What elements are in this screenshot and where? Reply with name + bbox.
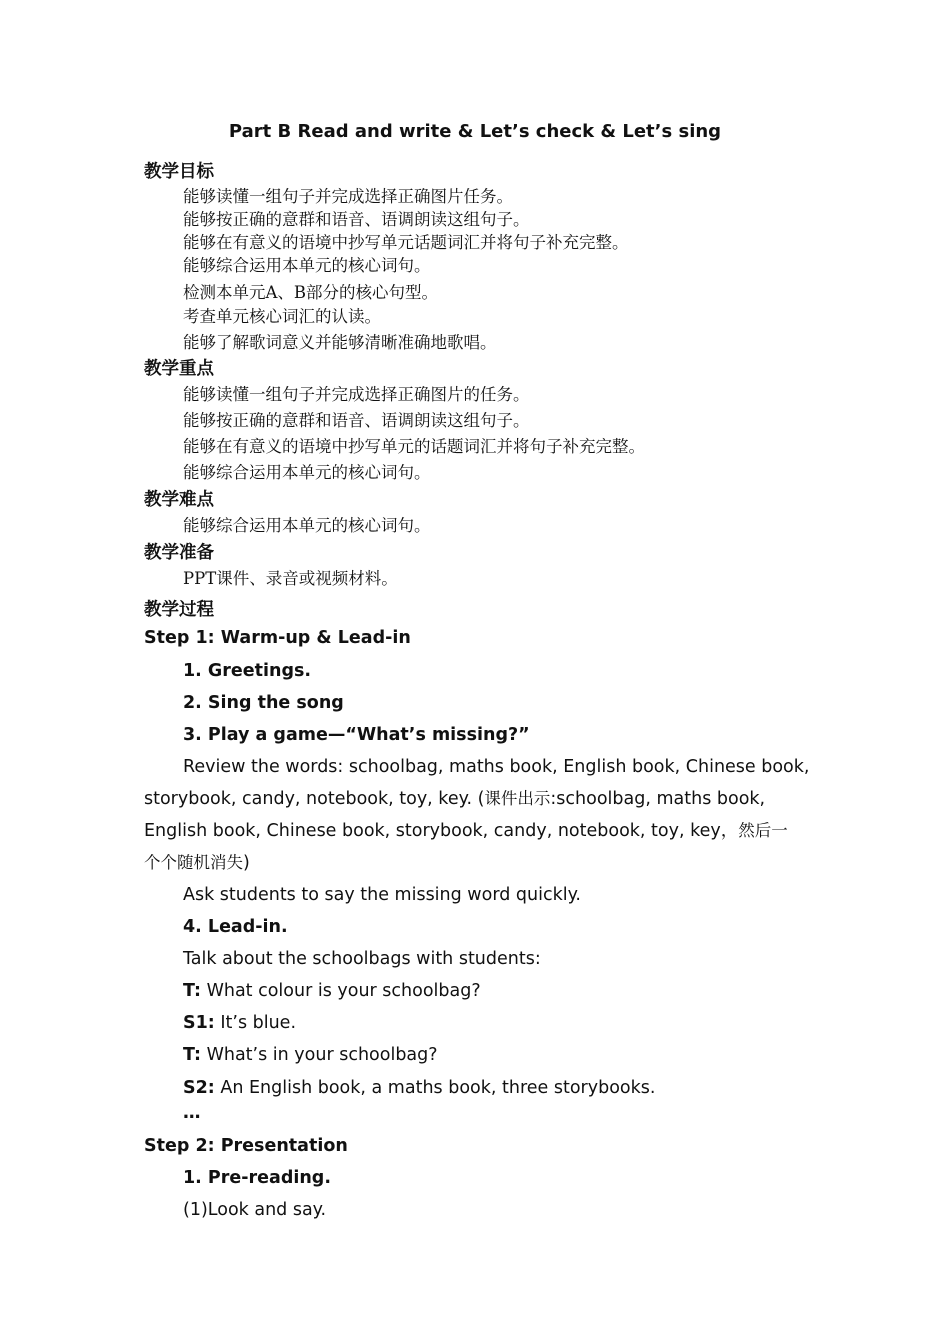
review-line: Review the words: schoolbag, maths book, English book, Chinese book, [183,757,810,777]
talk-text: Talk about the schoolbags with students: [183,949,541,969]
dialogue-speaker: T: [183,1045,201,1065]
dialogue-line [183,1076,655,1100]
review-note-cn: 个个随机消失 [144,853,243,872]
objective-item: 能够了解歌词意义并能够清晰准确地歌唱。 [183,333,497,352]
dialogue-text: An English book, a maths book, three storybooks. [220,1078,656,1098]
step2-heading: Step 2: Presentation [144,1136,348,1156]
difficulties-heading: 教学难点 [144,490,214,510]
dialogue-line [183,1011,296,1035]
dialogue-line [183,979,481,1003]
objective-item: 能够在有意义的语境中抄写单元话题词汇并将句子补充完整。 [183,233,629,252]
dialogue-speaker: T: [183,981,201,1001]
dialogue-speaker: S1: [183,1013,215,1033]
objective-item: 能够读懂一组句子并完成选择正确图片任务。 [183,187,513,206]
review-line [144,819,788,843]
step2-sub-look-and-say: (1)Look and say. [183,1200,327,1220]
step1-item-game: 3. Play a game—“What’s missing?” [183,725,530,745]
step1-item-song: 2. Sing the song [183,693,344,713]
review-note-cn: 然后一 [738,821,788,840]
step2-item-prereading: 1. Pre-reading. [183,1168,331,1188]
step1-item-greetings: 1. Greetings. [183,661,312,681]
key-points-heading: 教学重点 [144,359,214,379]
document-title: Part B Read and write & Let’s check & Let’s sing [228,121,722,142]
dialogue-text: What’s in your schoolbag? [206,1045,438,1065]
step1-item-leadin: 4. Lead-in. [183,917,288,937]
objective-item: 能够按正确的意群和语音、语调朗读这组句子。 [183,210,530,229]
key-point-item: 能够综合运用本单元的核心词句。 [183,463,431,482]
dialogue-text: What colour is your schoolbag? [206,981,481,1001]
review-note-cn: 课件出示 [484,789,551,808]
difficulty-item: 能够综合运用本单元的核心词句。 [183,516,431,535]
key-point-item: 能够在有意义的语境中抄写单元的话题词汇并将句子补充完整。 [183,437,645,456]
objective-item: 检测本单元A、B部分的核心句型。 [183,283,439,302]
review-text: storybook, candy, notebook, toy, key. ( [144,789,485,809]
review-text: English book, Chinese book, storybook, candy, notebook, toy, key， [144,821,739,841]
review-text: ) [243,853,250,873]
objectives-heading: 教学目标 [144,162,214,182]
review-line [144,851,250,875]
objective-item: 能够综合运用本单元的核心词句。 [183,256,431,275]
key-point-item: 能够按正确的意群和语音、语调朗读这组句子。 [183,411,530,430]
key-point-item: 能够读懂一组句子并完成选择正确图片的任务。 [183,385,530,404]
preparation-heading: 教学准备 [144,543,214,563]
process-heading: 教学过程 [144,600,214,620]
objective-item: 考查单元核心词汇的认读。 [183,307,381,326]
dialogue-line [183,1043,438,1067]
review-line [144,787,765,811]
review-text: :schoolbag, maths book, [550,789,766,809]
ask-text: Ask students to say the missing word quickly. [183,885,581,905]
step1-heading: Step 1: Warm-up & Lead-in [144,628,411,648]
preparation-text: PPT课件、录音或视频材料。 [183,569,398,588]
dialogue-text: It’s blue. [220,1013,297,1033]
ellipsis: … [183,1103,201,1123]
dialogue-speaker: S2: [183,1078,215,1098]
